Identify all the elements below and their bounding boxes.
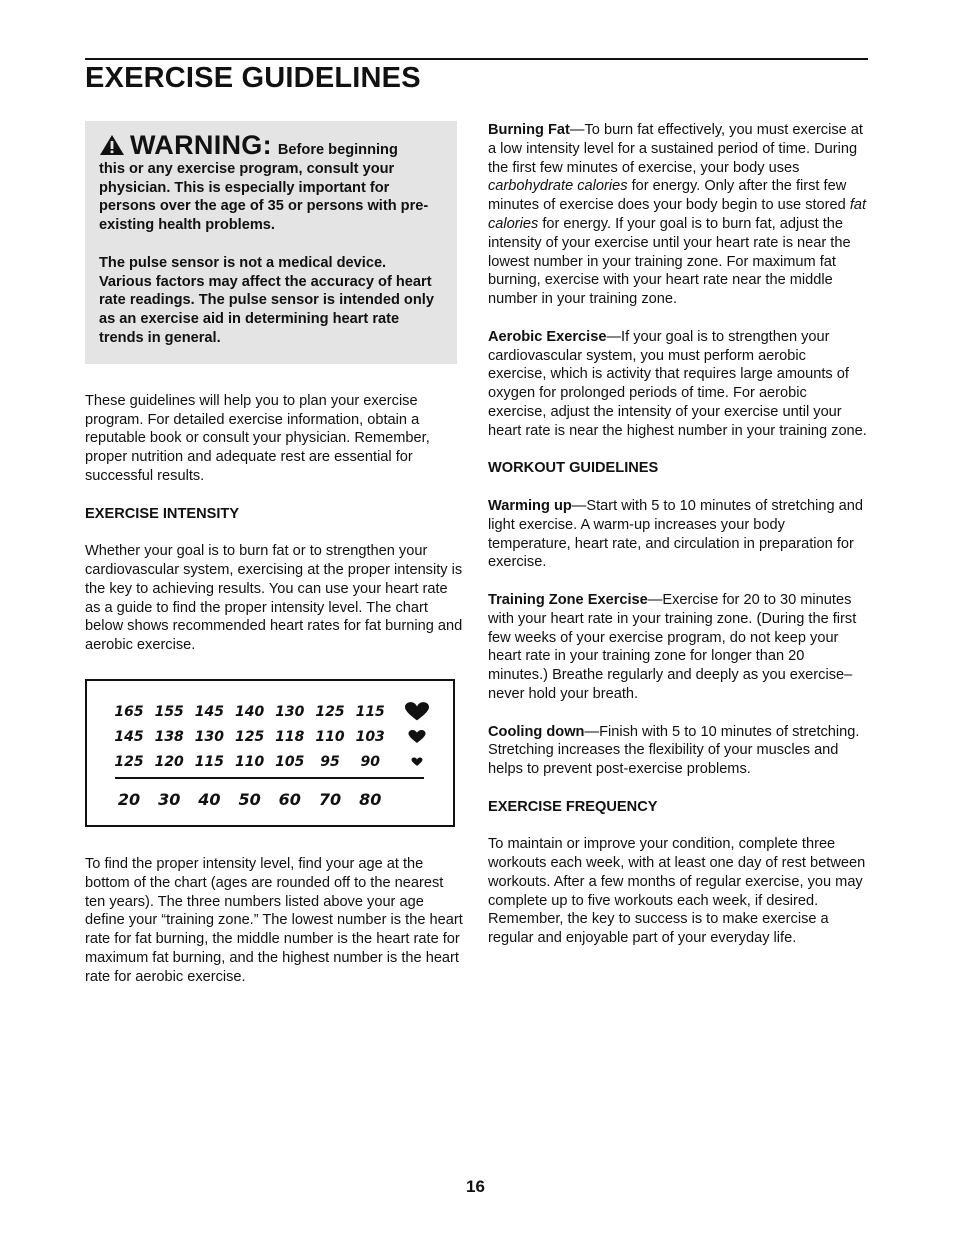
page-number: 16 — [466, 1177, 485, 1196]
heart-rate-value: 110 — [234, 753, 265, 770]
heart-rate-chart — [85, 679, 455, 827]
warming-up-term: Warming up — [488, 497, 572, 514]
heart-rate-value: 145 — [194, 703, 225, 720]
heart-rate-value: 115 — [355, 703, 385, 720]
heart-rate-value: 125 — [114, 753, 144, 770]
frequency-paragraph: To maintain or improve your condition, complete three workouts each week, with at least one day of rest between workouts. After a few months of regular exercise, you may complete up to five workouts each week, if desired. Remember, the key to success is to make exercise a regular and enjoyable part of your everyday life. — [488, 836, 866, 947]
heart-rate-value: 115 — [194, 753, 225, 770]
carbohydrate-calories-term: carbohydrate calories — [488, 178, 628, 195]
warming-up-text: —Start with 5 to 10 minutes of stretching and light exercise. A warm-up increases your body temperature, heart rate, and circulation in preparation for exercise. — [488, 497, 863, 571]
heart-rate-value: 90 — [360, 753, 380, 770]
heart-rate-value: 165 — [114, 703, 144, 720]
exercise-frequency-heading: EXERCISE FREQUENCY — [488, 798, 658, 815]
cooling-down-paragraph — [488, 723, 868, 779]
training-zone-term: Training Zone Exercise — [488, 591, 648, 608]
age-label: 60 — [278, 789, 301, 809]
age-label: 40 — [198, 789, 221, 809]
heart-rate-value: 130 — [275, 703, 305, 720]
warning-text-2: The pulse sensor is not a medical device. Various factors may affect the accuracy of heart rate readings. The pulse sensor is intended only as an exercise aid in determining heart rate trends in general. — [99, 254, 434, 346]
fat-calories-term: fat calories — [488, 197, 867, 232]
warning-box — [85, 121, 457, 364]
heart-rate-value: 125 — [234, 728, 265, 745]
heart-rate-value: 95 — [320, 753, 340, 770]
heart-rate-value: 118 — [275, 728, 305, 745]
heart-medium-icon — [409, 730, 426, 743]
after-chart-paragraph: To find the proper intensity level, find your age at the bottom of the chart (ages are rounded off to the nearest ten years). The three numbers listed above your age define your “training zone.” The lowest number is the heart rate for fat burning, the middle number is the heart rate for maximum fat burning, and the highest number is the heart rate for aerobic exercise. — [85, 855, 463, 985]
warning-text-1: this or any exercise program, consult your physician. This is especially important for persons over the age of 35 or persons with pre-existing health problems. — [99, 160, 429, 234]
aerobic-paragraph — [488, 328, 868, 441]
burning-fat-text-2: for energy. Only after the first few minutes of exercise does your body begin to use stored — [488, 178, 850, 214]
heart-large-icon — [405, 702, 429, 720]
cooling-down-text: —Finish with 5 to 10 minutes of stretching. Stretching increases the flexibility of your muscles and helps to prevent post-exercise problems. — [488, 723, 860, 778]
workout-guidelines-heading: WORKOUT GUIDELINES — [488, 460, 659, 477]
age-label: 20 — [117, 789, 141, 809]
title-rule — [85, 58, 868, 60]
heart-small-icon — [412, 757, 423, 765]
heart-rate-value: 103 — [355, 728, 385, 745]
left-column — [85, 121, 463, 987]
training-zone-text: —Exercise for 20 to 30 minutes with your heart rate in your training zone. (During the first few weeks of your exercise program, do not keep your heart rate in your training zone for longer than 20 minutes.) Breathe regularly and deeply as you exercise–never hold your breath. — [488, 591, 857, 702]
right-column — [488, 121, 868, 948]
page-title: EXERCISE GUIDELINES — [85, 62, 421, 94]
warning-paragraph-1 — [99, 132, 441, 235]
exercise-intensity-heading: EXERCISE INTENSITY — [85, 505, 240, 522]
heart-rate-value: 138 — [154, 728, 184, 745]
heart-rate-value: 125 — [315, 703, 345, 720]
age-label: 70 — [318, 789, 342, 809]
warning-triangle-icon — [99, 134, 125, 156]
intro-paragraph: These guidelines will help you to plan your exercise program. For detailed exercise information, obtain a reputable book or consult your physician. Remember, proper nutrition and adequate rest are essential for successful results. — [85, 392, 430, 484]
aerobic-text: —If your goal is to strengthen your cardiovascular system, you must perform aerobic exercise, which is activity that requires large amounts of oxygen for prolonged periods of time. For aerobic exercise, adjust the intensity of your exercise until your heart rate is near the highest number in your training zone. — [488, 328, 867, 439]
warning-lead: Before beginning — [277, 142, 398, 158]
heart-rate-value: 155 — [154, 703, 184, 720]
heart-rate-value: 105 — [275, 753, 305, 770]
heart-rate-value: 120 — [154, 753, 184, 770]
burning-fat-paragraph — [488, 121, 868, 309]
burning-fat-term: Burning Fat — [488, 122, 570, 138]
age-label: 80 — [359, 789, 382, 809]
heart-rate-value: 110 — [315, 728, 345, 745]
age-label: 30 — [158, 789, 181, 809]
heart-rate-value: 130 — [194, 728, 225, 745]
heart-rate-chart-svg — [87, 681, 453, 825]
aerobic-term: Aerobic Exercise — [488, 328, 607, 345]
warning-label: WARNING: — [130, 130, 272, 160]
heart-rate-value: 140 — [234, 703, 265, 720]
cooling-down-term: Cooling down — [488, 723, 585, 740]
warming-up-paragraph — [488, 497, 868, 572]
intensity-paragraph: Whether your goal is to burn fat or to strengthen your cardiovascular system, exercising at the proper intensity is the key to achieving results. You can use your heart rate as a guide to find the proper intensity level. The chart below shows recommended heart rates for fat burning and aerobic exercise. — [85, 543, 463, 654]
age-label: 50 — [238, 789, 261, 809]
training-zone-paragraph — [488, 591, 868, 704]
burning-fat-text-3: for energy. If your goal is to burn fat, adjust the intensity of your exercise until your heart rate is near the lowest number in your training zone. For maximum fat burning, exercise with your heart rate near the middle number in your training zone. — [488, 215, 851, 308]
burning-fat-text-1: —To burn fat effectively, you must exercise at a low intensity level for a sustained period of time. During the first few minutes of exercise, your body uses — [488, 122, 863, 176]
heart-rate-value: 145 — [114, 728, 144, 745]
